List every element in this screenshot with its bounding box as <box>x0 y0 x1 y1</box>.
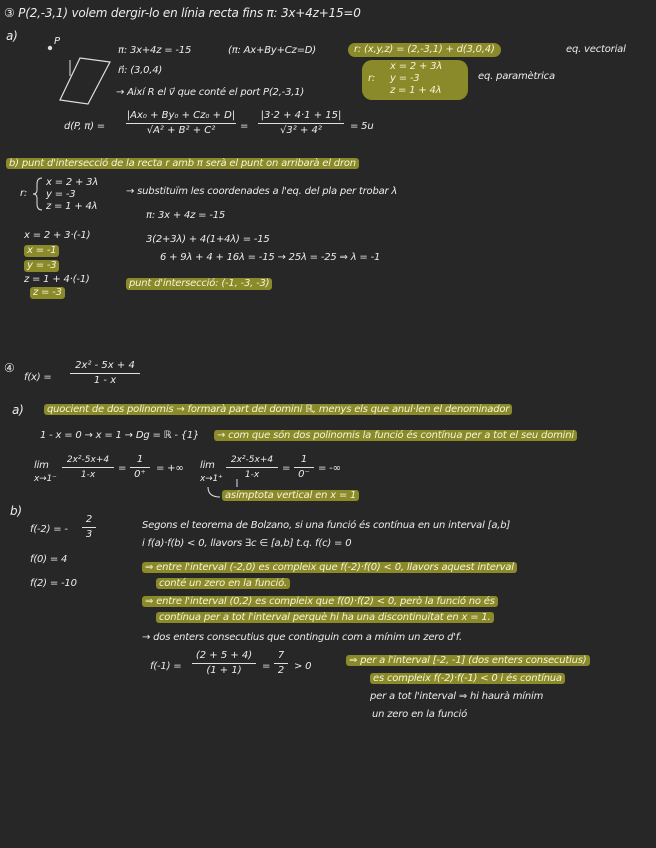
bolzano-line1: Segons el teorema de Bolzano, si una funció és contínua en un interval [a,b] <box>142 520 511 531</box>
f-minus2-fraction <box>82 514 96 541</box>
conclusion-line1 <box>346 655 590 667</box>
f-minus1-den: (1 + 1) <box>206 665 242 676</box>
limit2-value-num: 1 <box>300 454 308 465</box>
f-minus1-fraction <box>192 650 256 677</box>
limit2-num: 2x²-5x+4 <box>230 455 274 465</box>
param-z: z = 1 + 4λ <box>390 85 442 96</box>
normal-vector: n⃗: (3,0,4) <box>118 65 163 76</box>
p4-a-line1-text: quocient de dos polinomis → formarà part del domini ℝ, menys els que anul·len el denominador <box>44 404 512 415</box>
b-x-calc: x = 2 + 3·(-1) <box>24 230 91 241</box>
bolzano-line5 <box>142 596 498 608</box>
brace-b <box>33 178 42 210</box>
distance-values <box>258 110 344 137</box>
f-minus2-num: 2 <box>85 514 93 525</box>
f-minus1-eq: = <box>262 661 271 672</box>
b-plane-eq: π: 3x + 4z = -15 <box>146 210 226 221</box>
asymptote-arrow <box>208 487 220 497</box>
b-step2: 6 + 9λ + 4 + 16λ = -15 → 25λ = -25 ⇒ λ = -1 <box>160 252 381 263</box>
b-param-y: y = -3 <box>46 189 76 200</box>
limit2-value-den: 0⁻ <box>298 469 310 480</box>
distance-lhs: d(P, π) = <box>64 121 105 132</box>
limit2-eq: = <box>282 463 291 474</box>
intersection-point: punt d'intersecció: (-1, -3, -3) <box>126 278 272 290</box>
bolzano-line5-text: ⇒ entre l'interval (0,2) es compleix que f(0)·f(2) < 0, però la funció no és <box>142 596 498 607</box>
b-param-x: x = 2 + 3λ <box>46 177 99 188</box>
f-two: f(2) = -10 <box>30 578 77 589</box>
f-minus2-den: 3 <box>85 529 93 540</box>
conclusion-line4: un zero en la funció <box>372 709 468 720</box>
limit1-den: 1-x <box>80 470 96 480</box>
part-b-heading <box>6 158 359 170</box>
param-r-label: r: <box>368 73 376 84</box>
distance-formula <box>126 110 236 137</box>
f-minus1-num: (2 + 5 + 4) <box>195 650 253 661</box>
b-r-label: r: <box>20 188 28 199</box>
vector-equation-label: eq. vectorial <box>566 44 626 55</box>
f-minus1-value-den: 2 <box>277 665 285 676</box>
part-a-label: a) <box>6 29 18 43</box>
p4-a-domain: 1 - x = 0 → x = 1 → Dg = ℝ - {1} <box>40 430 200 441</box>
line-note: → Així R el v⃗ que conté el port P(2,-3,1) <box>116 87 305 98</box>
function-lhs: f(x) = <box>24 372 52 383</box>
vector-equation: r: (x,y,z) = (2,-3,1) + d(3,0,4) <box>348 43 501 57</box>
point-p-label: P <box>54 36 60 47</box>
function-num: 2x² - 5x + 4 <box>75 360 135 371</box>
bolzano-line4-text: conté un zero en la funció. <box>156 578 290 589</box>
limit2-fraction <box>226 454 278 481</box>
point-p-dot <box>48 46 52 50</box>
b-x-result: x = -1 <box>24 245 59 257</box>
bolzano-line6-text: contínua per a tot l'interval perquè hi ha una discontinuïtat en x = 1. <box>156 612 494 623</box>
limit2-den: 1-x <box>244 470 260 480</box>
conclusion-line1-text: ⇒ per a l'interval [-2, -1] (dos enters consecutius) <box>346 655 590 666</box>
b-y-result: y = -3 <box>24 260 59 272</box>
limit1-num: 2x²-5x+4 <box>66 455 110 465</box>
problem4-number: ④ <box>4 361 15 375</box>
limit1-value-fraction <box>130 454 150 481</box>
distance-formula-den: √A² + B² + C² <box>146 125 216 136</box>
b-substitute-note: → substituïm les coordenades a l'eq. del pla per trobar λ <box>126 186 398 197</box>
limit2-result: = -∞ <box>318 463 341 474</box>
limit2-sub: x→1⁺ <box>200 474 223 484</box>
b-param-z: z = 1 + 4λ <box>46 201 98 212</box>
plane-general-form: (π: Ax+By+Cz=D) <box>228 45 316 56</box>
distance-result: = 5u <box>350 121 374 132</box>
function-fraction <box>70 360 140 387</box>
limit1-result: = +∞ <box>156 463 184 474</box>
param-y: y = -3 <box>390 73 420 84</box>
f-minus1-value-num: 7 <box>277 650 285 661</box>
conclusion-line3: per a tot l'interval ⇒ hi haurà mínim <box>370 691 544 702</box>
p4-part-a-label: a) <box>12 403 24 417</box>
p4-a-continuity-text: → com que són dos polinomis la funció és contínua per a tot el seu domini <box>214 430 577 441</box>
limit1-eq: = <box>118 463 127 474</box>
problem3-header: ③ P(2,-3,1) volem dergir-lo en línia recta fins π: 3x+4z+15=0 <box>4 6 361 20</box>
conclusion-line2-text: es compleix f(-2)·f(-1) < 0 i és contínua <box>370 673 565 684</box>
f-minus1-lhs: f(-1) = <box>150 661 182 672</box>
conclusion-line2 <box>370 673 565 685</box>
b-z-result: z = -3 <box>30 287 65 299</box>
asymptote-note <box>222 490 359 502</box>
part-b-heading-text: b) punt d'intersecció de la recta r amb π serà el punt on arribarà el dron <box>6 158 359 169</box>
bolzano-line7: → dos enters consecutius que continguin com a mínim un zero d'f. <box>142 632 462 643</box>
limit1-lim: lim <box>34 460 49 471</box>
distance-values-den: √3² + 4² <box>280 125 322 136</box>
b-step1: 3(2+3λ) + 4(1+4λ) = -15 <box>146 234 270 245</box>
limit2-value-fraction <box>294 454 314 481</box>
f-zero: f(0) = 4 <box>30 554 68 565</box>
b-z-calc: z = 1 + 4·(-1) <box>24 274 90 285</box>
f-minus2-lhs: f(-2) = - <box>30 524 68 535</box>
f-minus1-value-fraction <box>274 650 288 677</box>
plane-equation: π: 3x+4z = -15 <box>118 45 192 56</box>
limit1-fraction <box>62 454 114 481</box>
distance-formula-num: |Ax₀ + By₀ + Cz₀ + D| <box>126 110 236 121</box>
bolzano-line3 <box>142 562 517 574</box>
bolzano-line2: i f(a)·f(b) < 0, llavors ∃c ∈ [a,b] t.q. f(c) = 0 <box>142 538 352 549</box>
bolzano-line4 <box>156 578 290 590</box>
f-minus1-result: > 0 <box>294 661 312 672</box>
p4-a-line1 <box>44 404 512 416</box>
param-x: x = 2 + 3λ <box>390 61 443 72</box>
distance-values-num: |3·2 + 4·1 + 15| <box>260 110 342 121</box>
limit2-lim: lim <box>200 460 215 471</box>
bolzano-line3-text: ⇒ entre l'interval (-2,0) es compleix que f(-2)·f(0) < 0, llavors aquest interval <box>142 562 517 573</box>
plane-sketch <box>60 58 110 104</box>
distance-equals: = <box>240 121 249 132</box>
p4-a-continuity <box>214 430 577 442</box>
bolzano-line6 <box>156 612 494 624</box>
asymptote-text: asímptota vertical en x = 1 <box>222 490 359 501</box>
limit1-value-den: 0⁺ <box>134 469 146 480</box>
limit1-value-num: 1 <box>136 454 144 465</box>
param-label: eq. paramètrica <box>478 71 555 82</box>
limit1-sub: x→1⁻ <box>34 474 57 484</box>
function-den: 1 - x <box>93 375 117 386</box>
p4-part-b-label: b) <box>10 504 22 518</box>
